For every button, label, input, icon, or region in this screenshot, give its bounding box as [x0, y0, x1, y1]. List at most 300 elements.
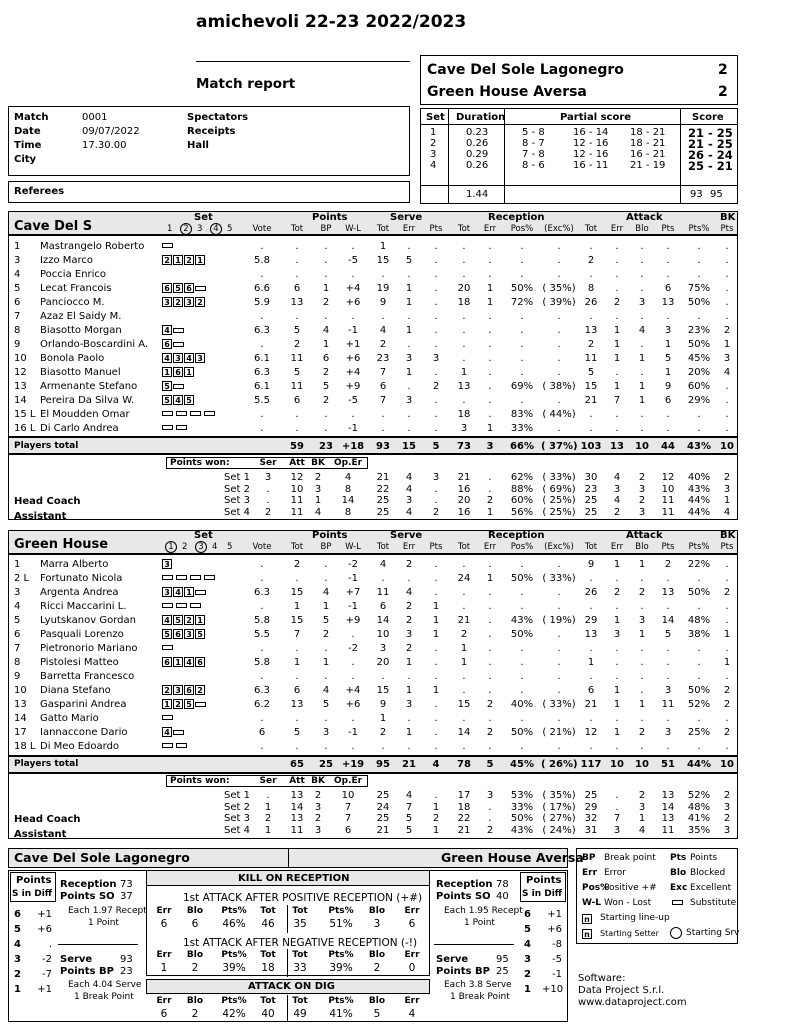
set-number: 1 [167, 224, 173, 234]
stat-value: +4 [345, 367, 361, 378]
stat-value: . [434, 643, 438, 654]
stat-value: 3 [405, 699, 413, 710]
partial-score: 12 - 16 [573, 149, 609, 160]
player-name: Pereira Da Silva W. [40, 395, 135, 406]
total-value: 10 [720, 441, 734, 452]
player-set-lineup [162, 657, 206, 668]
stat-value: . [557, 643, 561, 654]
stat-value: 6 [293, 685, 301, 696]
stat-value: . [351, 311, 355, 322]
stat-value: 6 [664, 283, 672, 294]
column-header: Tot [290, 224, 304, 234]
set-stat-value: 48% [687, 801, 711, 813]
stat-value: 3 [613, 629, 621, 640]
attack-header: Attack [626, 212, 663, 223]
stat-value: . [462, 241, 466, 252]
set-stat-value: 31 [584, 824, 598, 836]
stat-value: 13 [290, 297, 304, 308]
set-stat-value: ( 69%) [542, 483, 576, 495]
kill-value: 2 [373, 962, 381, 974]
points-won-col: Att [289, 776, 305, 786]
player-set-lineup [162, 573, 218, 583]
points-won-value: 2 [314, 790, 322, 801]
set-score: 21 - 25 [688, 126, 733, 140]
points-diff: +6 [37, 924, 52, 935]
set-stat-value: 20 [457, 495, 471, 506]
legend-abbr: Err [582, 868, 598, 878]
software-company: Data Project S.r.l. [578, 985, 665, 996]
stat-value: . [407, 269, 411, 280]
legend-desc: Break point [604, 853, 656, 863]
stat-value: . [488, 269, 492, 280]
total-value: 21 [402, 759, 416, 770]
legend-abbr: W-L [582, 898, 601, 908]
total-value: 10 [720, 759, 734, 770]
points-s: 6 [14, 909, 21, 920]
player-number: 4 [14, 269, 21, 280]
stat-value: . [381, 311, 385, 322]
stat-value: 1 [460, 657, 468, 668]
stat-value: . [434, 559, 438, 570]
stat-value: . [462, 741, 466, 752]
sets-header: Set [426, 112, 445, 123]
points-won-col: Att [289, 458, 305, 468]
substitute-icon [672, 900, 683, 905]
legend-setter: Starting Setter [600, 929, 659, 938]
bk-header: BK [720, 530, 736, 541]
set-stat-value: 11 [661, 495, 675, 506]
points-s: 1 [14, 984, 21, 995]
kill-col-header: Blo [368, 950, 386, 960]
stat-value: 8 [587, 283, 595, 294]
set-stat-value: 43% [510, 824, 534, 836]
substitute-icon [176, 743, 187, 748]
dig-col-header: Err [156, 996, 172, 1006]
total-value: 10 [635, 759, 649, 770]
kill-value: 6 [408, 918, 416, 930]
stat-value: . [725, 601, 729, 612]
stat-value: . [666, 409, 670, 420]
set-stat-value: 2 [486, 824, 494, 836]
points-won-col: Op.Er [333, 776, 363, 786]
set-stat-value: 5 [405, 824, 413, 836]
total-value: 5 [486, 759, 494, 770]
info-label: Time [14, 140, 42, 151]
stat-value: . [295, 573, 299, 584]
points-label: Points [16, 875, 52, 886]
stat-value: . [666, 255, 670, 266]
stat-value: . [434, 409, 438, 420]
stat-value: 2 [405, 643, 413, 654]
player-number: 5 [14, 615, 21, 626]
stat-value: 1 [486, 283, 494, 294]
stat-value: 11 [661, 699, 675, 710]
dig-value: 6 [160, 1008, 168, 1020]
starting-srv-icon [670, 927, 682, 939]
set-position: 3 [162, 297, 172, 307]
stat-value: . [407, 241, 411, 252]
stat-value: . [725, 713, 729, 724]
column-header: BP [320, 224, 332, 234]
points-won-value: 6 [344, 824, 352, 836]
set-stat-value: . [615, 801, 619, 813]
set-stat-value: 25 [376, 813, 390, 824]
stat-value: 29% [687, 395, 711, 406]
player-set-lineup [162, 381, 187, 392]
player-name: Argenta Andrea [40, 587, 119, 598]
legend-desc: Won - Lost [604, 898, 652, 908]
stat-value: . [589, 643, 593, 654]
stat-value: ( 21%) [542, 727, 576, 738]
set-position: 3 [162, 587, 172, 597]
stat-value: . [434, 241, 438, 252]
serve-header: Serve [390, 212, 423, 223]
reception-label: Reception [436, 879, 493, 890]
stat-value: 75% [687, 283, 711, 294]
stat-value: 1 [322, 657, 330, 668]
total-value: ( 37%) [541, 441, 578, 452]
stat-value: . [462, 255, 466, 266]
stat-value: . [589, 671, 593, 682]
player-name: Azaz El Saidy M. [40, 311, 122, 322]
stat-value: 1 [322, 339, 330, 350]
points-won-value: 11 [290, 824, 304, 836]
total-value: 66% [510, 441, 534, 452]
stat-value: . [615, 367, 619, 378]
info-label: Date [14, 126, 41, 137]
stat-value: 5 [322, 699, 330, 710]
stat-value: 4 [322, 685, 330, 696]
set-stat-value: 1 [432, 801, 440, 813]
stat-value: 15 [457, 699, 471, 710]
stat-value: 1 [486, 297, 494, 308]
info-label: Receipts [187, 126, 236, 137]
stat-value: . [381, 671, 385, 682]
column-header: Err [483, 224, 497, 234]
stat-value: 20 [376, 657, 390, 668]
column-header: (Exc%) [544, 224, 574, 234]
stat-value: 14 [457, 727, 471, 738]
set-stat-value: 30 [584, 472, 598, 483]
substitute-icon [195, 702, 206, 707]
stat-value: . [520, 255, 524, 266]
stat-value: . [520, 671, 524, 682]
player-number: 14 [14, 395, 27, 406]
dig-col-header: Err [404, 996, 420, 1006]
column-header: Blo [635, 542, 649, 552]
stat-value: . [520, 643, 524, 654]
points-won-value: 2 [314, 472, 322, 483]
stat-value: 2 [293, 559, 301, 570]
stat-value: . [351, 741, 355, 752]
points-won-value: 14 [341, 495, 355, 506]
kill-col-header: Blo [368, 906, 386, 916]
set-stat-value: 44% [687, 506, 711, 518]
rec-point: 1 Point [88, 918, 119, 928]
set-position: 6 [162, 283, 172, 293]
stat-value: 5 [293, 727, 301, 738]
stat-value: 2 [432, 381, 440, 392]
legend-desc: Substitute [690, 898, 737, 908]
stat-value: . [488, 367, 492, 378]
stat-value: 4 [379, 559, 387, 570]
stat-value: 5 [664, 629, 672, 640]
stat-value: 4 [638, 325, 646, 336]
set-stat-value: 23 [584, 483, 598, 495]
column-header: Pts [720, 224, 734, 234]
column-header: Err [610, 224, 624, 234]
substitute-icon [162, 715, 173, 720]
substitute-icon [173, 328, 184, 333]
stat-value: 60% [687, 381, 711, 392]
set-stat-value: 3 [613, 483, 621, 495]
stat-value: 24 [457, 573, 471, 584]
player-name: Pietronorio Mariano [40, 643, 138, 654]
player-name: Poccia Enrico [40, 269, 107, 280]
stat-value: . [462, 685, 466, 696]
player-number: 5 [14, 283, 21, 294]
points-won-value: 1 [264, 824, 272, 836]
stat-value: . [697, 423, 701, 434]
players-total-label: Players total [14, 441, 79, 451]
set-position: 1 [162, 367, 172, 377]
player-number: 16 L [14, 423, 36, 434]
stat-value: . [462, 587, 466, 598]
substitute-icon [195, 286, 206, 291]
points-won-value: 3 [314, 483, 322, 495]
set-stat-value: 25 [376, 506, 390, 518]
stat-value: . [520, 269, 524, 280]
stat-value: 2 [379, 727, 387, 738]
stat-value: . [615, 269, 619, 280]
dig-col-header: Pts% [221, 996, 247, 1006]
partial-score: 7 - 8 [522, 149, 545, 160]
stat-value: . [462, 339, 466, 350]
stat-value: . [520, 587, 524, 598]
stat-value: 2 [613, 587, 621, 598]
stat-value: 1 [379, 241, 387, 252]
stat-value: 45% [687, 353, 711, 364]
kill-value: 3 [373, 918, 381, 930]
player-set-lineup [162, 283, 209, 294]
dig-value: 49 [293, 1008, 307, 1020]
stat-value: . [557, 353, 561, 364]
stat-value: 2 [723, 325, 731, 336]
points-s: 3 [14, 954, 21, 965]
stat-value: 6 [293, 283, 301, 294]
stat-value: 26 [584, 297, 598, 308]
bottom-team-b: Green House Aversa [441, 850, 584, 865]
each-recept: Each 1.97 Recept [68, 906, 147, 916]
neg-title: 1st ATTACK AFTER NEGATIVE RECEPTION (-!) [183, 937, 418, 949]
points-s: 3 [524, 954, 531, 965]
kill-col-header: Tot [292, 950, 308, 960]
stat-value: 33% [510, 423, 534, 434]
set-number: 5 [227, 224, 233, 234]
points-won-value: 8 [344, 483, 352, 495]
stat-value: 4 [322, 587, 330, 598]
set-stat-value: 2 [613, 506, 621, 518]
points-won-label: Points won: [170, 776, 230, 786]
stat-value: 50% [687, 339, 711, 350]
substitute-icon [162, 575, 173, 580]
stat-value: 4 [379, 325, 387, 336]
stat-value: 1 [322, 283, 330, 294]
set-stat-value: 4 [613, 472, 621, 483]
set-position: 2 [173, 297, 183, 307]
stat-value: 2 [613, 297, 621, 308]
stat-value: 2 [638, 727, 646, 738]
stat-value: . [725, 741, 729, 752]
set-position: 2 [195, 685, 205, 695]
stat-value: . [666, 713, 670, 724]
team-a-name: Cave Del Sole Lagonegro [427, 62, 624, 78]
player-set-lineup [162, 587, 209, 598]
player-set-lineup [162, 713, 176, 723]
set-stat-value: 2 [486, 495, 494, 506]
stat-value: . [260, 671, 264, 682]
stat-value: 1 [638, 629, 646, 640]
stat-value: 3 [432, 353, 440, 364]
stat-value: . [615, 255, 619, 266]
set-score: 25 - 21 [688, 159, 733, 173]
stat-value: 20% [687, 367, 711, 378]
column-header: Pts [661, 542, 675, 552]
stat-value: . [520, 325, 524, 336]
stat-value: 4 [405, 587, 413, 598]
stat-value: 23 [376, 353, 390, 364]
stat-value: 5 [322, 381, 330, 392]
player-name: Barretta Francesco [40, 671, 135, 682]
column-header: Tot [376, 542, 390, 552]
column-header: Pts% [688, 224, 710, 234]
set-stat-value: . [434, 495, 438, 506]
set-stat-value: 21 [376, 472, 390, 483]
stat-value: 6 [293, 395, 301, 406]
stat-value: . [324, 643, 328, 654]
set-stat-value: 3 [723, 824, 731, 836]
player-number: 6 [14, 297, 21, 308]
stat-value: . [640, 409, 644, 420]
points-won-value: 13 [290, 813, 304, 824]
partial-score: 18 - 21 [630, 138, 666, 149]
stat-value: 5.8 [254, 255, 270, 266]
stat-value: . [520, 657, 524, 668]
software-url: www.dataproject.com [578, 997, 687, 1008]
legend-abbr: Pos% [582, 883, 610, 893]
set-stat-value: 10 [661, 483, 675, 495]
stat-value: . [462, 269, 466, 280]
stat-value: 1 [723, 339, 731, 350]
set-position: 1 [195, 255, 205, 265]
stat-value: . [640, 643, 644, 654]
set-position: 6 [162, 657, 172, 667]
stat-value: -2 [348, 559, 358, 570]
points-won-value: 8 [344, 506, 352, 518]
stat-value: 2 [379, 339, 387, 350]
points-won-value: 7 [344, 813, 352, 824]
stat-value: . [725, 269, 729, 280]
stat-value: . [434, 657, 438, 668]
set-position: 6 [162, 339, 172, 349]
stat-value: . [434, 269, 438, 280]
player-name: Gatto Mario [40, 713, 99, 724]
set-stat-value: 25 [376, 790, 390, 801]
kill-value: 33 [293, 962, 307, 974]
total-value: 44 [661, 441, 675, 452]
set-label: Set 3 [224, 813, 250, 824]
points-won-value: 14 [290, 801, 304, 813]
partial-score: 8 - 7 [522, 138, 545, 149]
stat-value: . [615, 643, 619, 654]
stat-value: 1 [405, 283, 413, 294]
player-set-lineup [162, 339, 187, 350]
points-s: 2 [14, 969, 21, 980]
player-set-lineup [162, 395, 195, 406]
column-header: Tot [584, 224, 598, 234]
stat-value: . [725, 671, 729, 682]
stat-value: . [434, 339, 438, 350]
set-stat-value: 2 [638, 495, 646, 506]
stat-value: . [434, 741, 438, 752]
stat-value: 2 [405, 559, 413, 570]
stat-value: . [697, 671, 701, 682]
stat-value: . [666, 601, 670, 612]
kill-value: 39% [222, 962, 246, 974]
set-stat-value: 3 [405, 495, 413, 506]
substitute-icon [162, 243, 173, 248]
total-value: 103 [580, 441, 602, 452]
stat-value: . [589, 741, 593, 752]
set-stat-value: 22 [457, 813, 471, 824]
points-diff: -8 [552, 939, 562, 950]
player-name: Mastrangelo Roberto [40, 241, 145, 252]
set-stat-value: 24 [376, 801, 390, 813]
kill-col-header: Err [404, 906, 420, 916]
stat-value: . [557, 559, 561, 570]
stat-value: . [434, 395, 438, 406]
stat-value: 2 [293, 339, 301, 350]
stat-value: 1 [613, 699, 621, 710]
points-won-value: 7 [344, 801, 352, 813]
stat-value: 1 [379, 713, 387, 724]
player-name: Lyutskanov Gordan [40, 615, 136, 626]
stat-value: . [666, 643, 670, 654]
stat-value: -1 [348, 573, 358, 584]
stat-value: 15 [376, 255, 390, 266]
stat-value: 69% [510, 381, 534, 392]
player-number: 10 [14, 685, 27, 696]
software-label: Software: [578, 973, 626, 984]
stat-value: . [407, 741, 411, 752]
stat-value: 50% [510, 573, 534, 584]
player-number: 2 L [14, 573, 30, 584]
set-stat-value: ( 27%) [542, 813, 576, 824]
column-header: Vote [252, 542, 272, 552]
info-value: 17.30.00 [82, 140, 127, 151]
points-s: 6 [524, 909, 531, 920]
stat-value: . [520, 713, 524, 724]
set-score: 26 - 24 [688, 148, 733, 162]
set-stat-value: 3 [432, 472, 440, 483]
stat-value: 6.3 [254, 325, 270, 336]
dig-col-header: Pts% [328, 996, 354, 1006]
player-name: Biasotto Morgan [40, 325, 122, 336]
set-position: 1 [173, 657, 183, 667]
stat-value: . [324, 255, 328, 266]
stat-value: 2 [405, 615, 413, 626]
column-header: Tot [584, 542, 598, 552]
